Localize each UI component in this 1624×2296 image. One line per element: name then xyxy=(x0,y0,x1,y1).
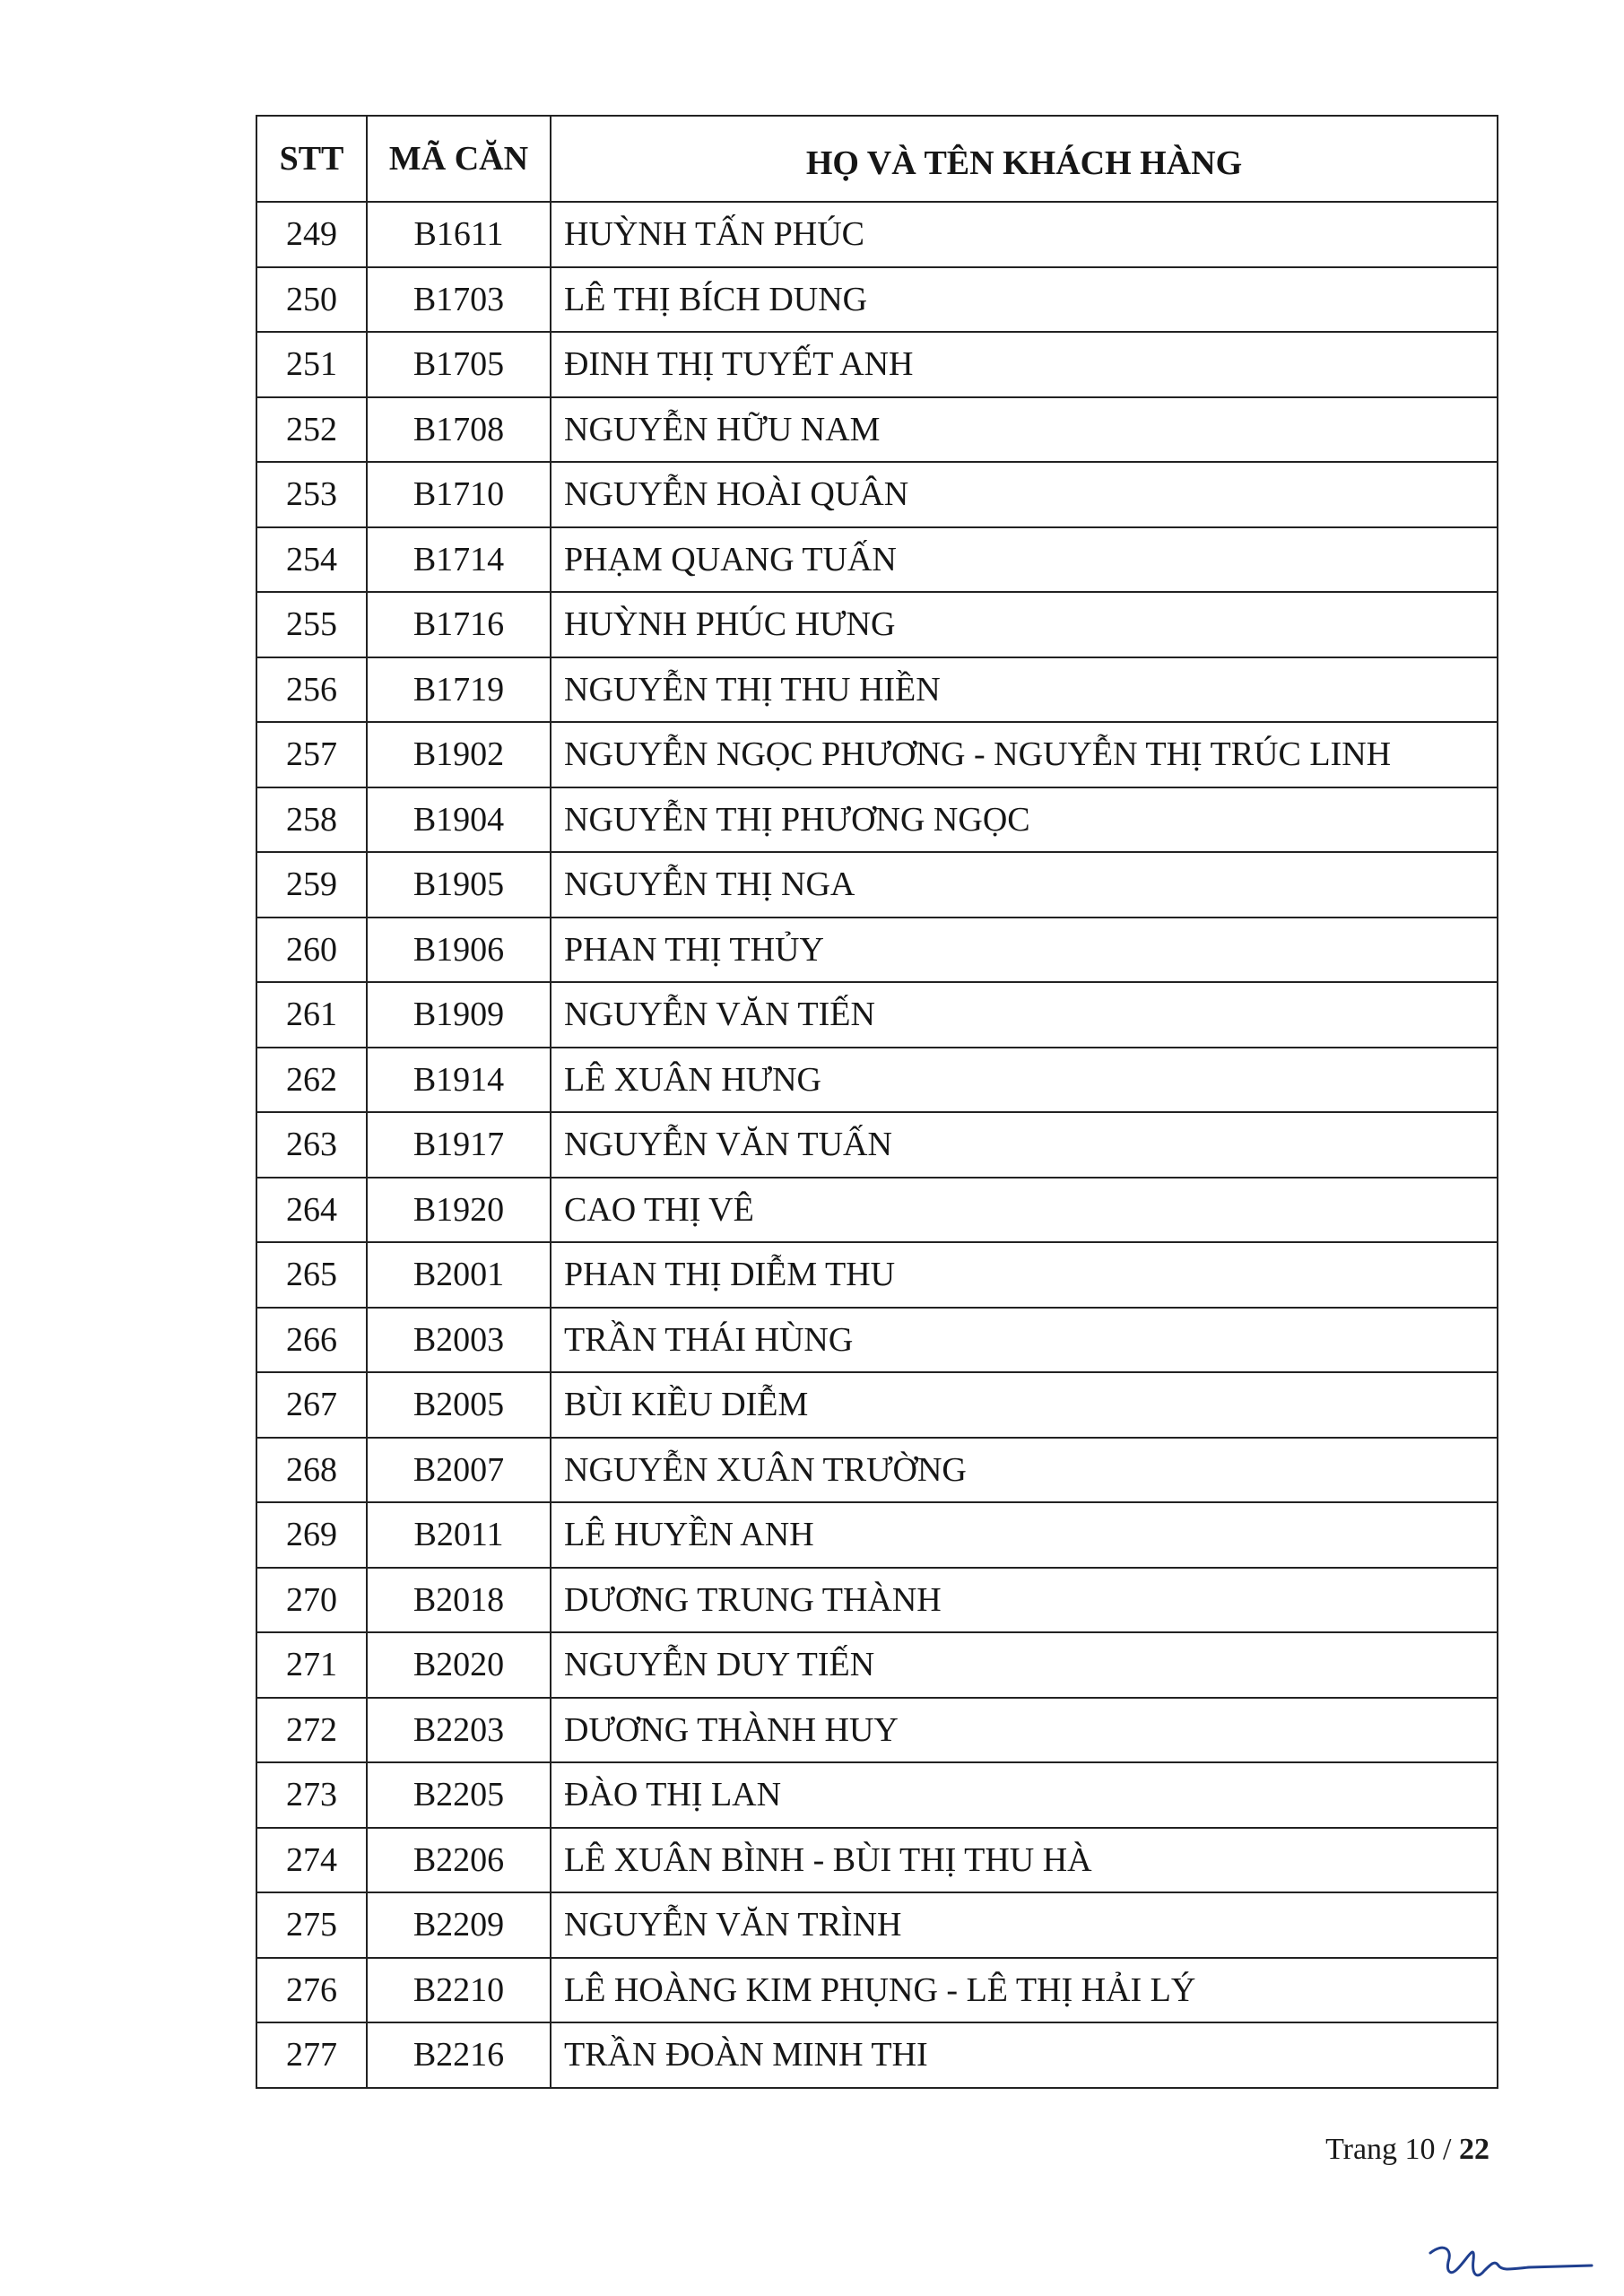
unit-code: B1902 xyxy=(367,722,551,787)
unit-code: B1716 xyxy=(367,592,551,657)
customer-name: LÊ XUÂN HƯNG xyxy=(551,1048,1498,1113)
unit-code: B1909 xyxy=(367,982,551,1048)
unit-code: B1914 xyxy=(367,1048,551,1113)
table-row xyxy=(256,1242,1498,1308)
row-number: 268 xyxy=(256,1438,367,1503)
unit-code: B1611 xyxy=(367,202,551,267)
header-customer-name: HỌ VÀ TÊN KHÁCH HÀNG xyxy=(551,116,1498,202)
row-number: 271 xyxy=(256,1632,367,1698)
row-number: 259 xyxy=(256,852,367,918)
unit-code: B1904 xyxy=(367,787,551,853)
unit-code: B2216 xyxy=(367,2022,551,2088)
unit-code: B2210 xyxy=(367,1958,551,2023)
unit-code: B1708 xyxy=(367,397,551,463)
table-row xyxy=(256,527,1498,593)
table-row xyxy=(256,1892,1498,1958)
table-row xyxy=(256,1112,1498,1178)
table-row xyxy=(256,1632,1498,1698)
table-row xyxy=(256,918,1498,983)
table-row xyxy=(256,2022,1498,2088)
row-number: 264 xyxy=(256,1178,367,1243)
page-number xyxy=(1325,2133,1489,2167)
row-number: 261 xyxy=(256,982,367,1048)
table-row xyxy=(256,397,1498,463)
customer-name: PHẠM QUANG TUẤN xyxy=(551,527,1498,593)
table-row xyxy=(256,1372,1498,1438)
customer-name: NGUYỄN HOÀI QUÂN xyxy=(551,462,1498,527)
unit-code: B2011 xyxy=(367,1502,551,1568)
row-number: 250 xyxy=(256,267,367,333)
unit-code: B2007 xyxy=(367,1438,551,1503)
table-row xyxy=(256,722,1498,787)
row-number: 272 xyxy=(256,1698,367,1763)
signature-mark xyxy=(1421,2233,1601,2296)
row-number: 267 xyxy=(256,1372,367,1438)
table-row xyxy=(256,1502,1498,1568)
table-row xyxy=(256,1828,1498,1893)
unit-code: B1906 xyxy=(367,918,551,983)
customer-name: DƯƠNG TRUNG THÀNH xyxy=(551,1568,1498,1633)
table-row xyxy=(256,787,1498,853)
customer-name: LÊ HUYỀN ANH xyxy=(551,1502,1498,1568)
table-row xyxy=(256,1178,1498,1243)
row-number: 270 xyxy=(256,1568,367,1633)
unit-code: B2203 xyxy=(367,1698,551,1763)
unit-code: B2005 xyxy=(367,1372,551,1438)
unit-code: B2001 xyxy=(367,1242,551,1308)
table-row xyxy=(256,1048,1498,1113)
unit-code: B2209 xyxy=(367,1892,551,1958)
customer-name: BÙI KIỀU DIỄM xyxy=(551,1372,1498,1438)
customer-name: NGUYỄN THỊ THU HIỀN xyxy=(551,657,1498,723)
unit-code: B1703 xyxy=(367,267,551,333)
customer-name: ĐÀO THỊ LAN xyxy=(551,1762,1498,1828)
customer-name: NGUYỄN THỊ PHƯƠNG NGỌC xyxy=(551,787,1498,853)
page-number-total: 22 xyxy=(1459,2133,1489,2166)
row-number: 258 xyxy=(256,787,367,853)
row-number: 269 xyxy=(256,1502,367,1568)
customer-name: NGUYỄN XUÂN TRƯỜNG xyxy=(551,1438,1498,1503)
customer-name: TRẦN ĐOÀN MINH THI xyxy=(551,2022,1498,2088)
table-row xyxy=(256,1438,1498,1503)
unit-code: B2020 xyxy=(367,1632,551,1698)
row-number: 263 xyxy=(256,1112,367,1178)
unit-code: B1710 xyxy=(367,462,551,527)
customer-name: HUỲNH TẤN PHÚC xyxy=(551,202,1498,267)
customer-name: ĐINH THỊ TUYẾT ANH xyxy=(551,332,1498,397)
row-number: 275 xyxy=(256,1892,367,1958)
customer-name: LÊ HOÀNG KIM PHỤNG - LÊ THỊ HẢI LÝ xyxy=(551,1958,1498,2023)
page-number-prefix: Trang 10 / xyxy=(1325,2133,1459,2166)
customer-name: NGUYỄN THỊ NGA xyxy=(551,852,1498,918)
row-number: 262 xyxy=(256,1048,367,1113)
customer-name: NGUYỄN HỮU NAM xyxy=(551,397,1498,463)
unit-code: B1714 xyxy=(367,527,551,593)
row-number: 249 xyxy=(256,202,367,267)
customer-name: HUỲNH PHÚC HƯNG xyxy=(551,592,1498,657)
row-number: 257 xyxy=(256,722,367,787)
unit-code: B2018 xyxy=(367,1568,551,1633)
customer-name: PHAN THỊ THỦY xyxy=(551,918,1498,983)
unit-code: B1920 xyxy=(367,1178,551,1243)
table-row xyxy=(256,1698,1498,1763)
unit-code: B2003 xyxy=(367,1308,551,1373)
customer-name: LÊ THỊ BÍCH DUNG xyxy=(551,267,1498,333)
customer-name: NGUYỄN DUY TIẾN xyxy=(551,1632,1498,1698)
row-number: 256 xyxy=(256,657,367,723)
table-row xyxy=(256,202,1498,267)
customer-name: DƯƠNG THÀNH HUY xyxy=(551,1698,1498,1763)
row-number: 255 xyxy=(256,592,367,657)
table-row xyxy=(256,332,1498,397)
table-row xyxy=(256,592,1498,657)
unit-code: B1719 xyxy=(367,657,551,723)
table-row xyxy=(256,982,1498,1048)
row-number: 273 xyxy=(256,1762,367,1828)
customer-name: CAO THỊ VÊ xyxy=(551,1178,1498,1243)
customer-name: LÊ XUÂN BÌNH - BÙI THỊ THU HÀ xyxy=(551,1828,1498,1893)
customer-name: TRẦN THÁI HÙNG xyxy=(551,1308,1498,1373)
customer-name: NGUYỄN VĂN TRÌNH xyxy=(551,1892,1498,1958)
customer-table xyxy=(256,115,1498,2089)
unit-code: B2206 xyxy=(367,1828,551,1893)
unit-code: B1705 xyxy=(367,332,551,397)
header-stt: STT xyxy=(256,116,367,202)
table-row xyxy=(256,1568,1498,1633)
row-number: 276 xyxy=(256,1958,367,2023)
table-header-row xyxy=(256,116,1498,202)
table-row xyxy=(256,267,1498,333)
row-number: 252 xyxy=(256,397,367,463)
unit-code: B2205 xyxy=(367,1762,551,1828)
customer-name: PHAN THỊ DIỄM THU xyxy=(551,1242,1498,1308)
row-number: 277 xyxy=(256,2022,367,2088)
table-row xyxy=(256,852,1498,918)
customer-name: NGUYỄN NGỌC PHƯƠNG - NGUYỄN THỊ TRÚC LINH xyxy=(551,722,1498,787)
unit-code: B1905 xyxy=(367,852,551,918)
table-row xyxy=(256,462,1498,527)
customer-name: NGUYỄN VĂN TUẤN xyxy=(551,1112,1498,1178)
table-row xyxy=(256,1308,1498,1373)
row-number: 254 xyxy=(256,527,367,593)
table-row xyxy=(256,1958,1498,2023)
table-row xyxy=(256,1762,1498,1828)
row-number: 253 xyxy=(256,462,367,527)
row-number: 266 xyxy=(256,1308,367,1373)
header-unit-code: MÃ CĂN xyxy=(367,116,551,202)
row-number: 274 xyxy=(256,1828,367,1893)
table-body xyxy=(256,202,1498,2088)
customer-name: NGUYỄN VĂN TIẾN xyxy=(551,982,1498,1048)
row-number: 265 xyxy=(256,1242,367,1308)
table-row xyxy=(256,657,1498,723)
row-number: 251 xyxy=(256,332,367,397)
unit-code: B1917 xyxy=(367,1112,551,1178)
row-number: 260 xyxy=(256,918,367,983)
